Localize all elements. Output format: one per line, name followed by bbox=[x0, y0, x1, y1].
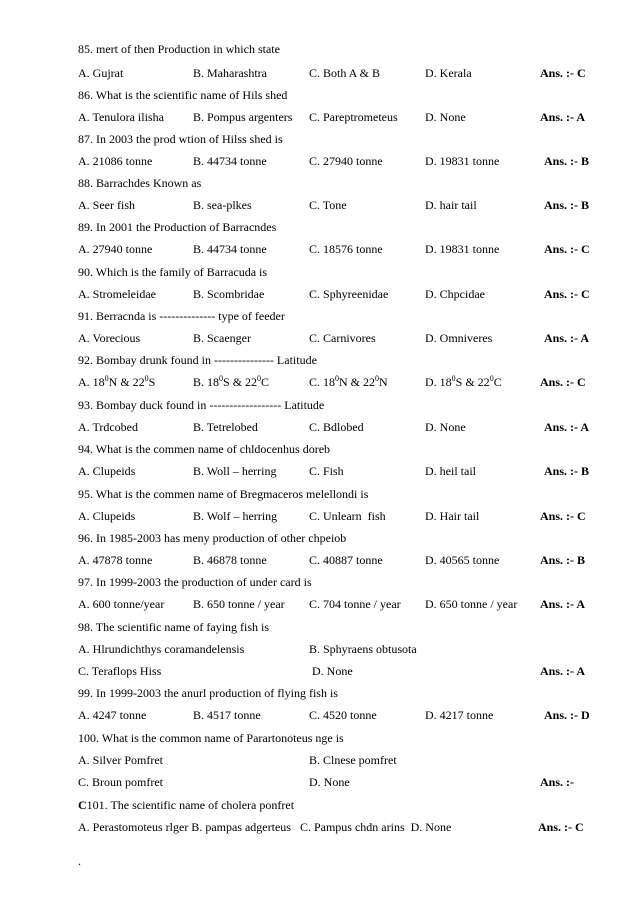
question-98: 98. The scientific name of faying fish is bbox=[78, 620, 270, 634]
option-c: C. 27940 tonne bbox=[309, 154, 383, 168]
option-a: A. Clupeids bbox=[78, 509, 136, 523]
option-d: D. heil tail bbox=[425, 464, 476, 478]
option-b: B. Scaenger bbox=[193, 331, 251, 345]
question-90: 90. Which is the family of Barracuda is bbox=[78, 265, 268, 279]
option-a: A. Clupeids bbox=[78, 464, 136, 478]
question-101: C101. The scientific name of cholera ponfret bbox=[78, 798, 295, 812]
option-d: D. Hair tail bbox=[425, 509, 480, 523]
option-a: A. $18^0N$ & $22^0S$ bbox=[78, 374, 156, 389]
answer: Ans. :- C bbox=[538, 820, 584, 834]
answer: Ans. :- bbox=[540, 775, 575, 789]
option-c: C. 18576 tonne bbox=[309, 242, 383, 256]
question-88: 88. Barrachdes Known as bbox=[78, 176, 202, 190]
option-b: B. Sphyraens obtusota bbox=[309, 642, 417, 656]
option-d: D. None bbox=[425, 420, 466, 434]
options-line: A. Perastomoteus rlger B. pampas adgerteus C. Pampus chdn arins D. None bbox=[78, 820, 452, 834]
option-b: B. Wolf – herring bbox=[193, 509, 278, 523]
answer: Ans. :- A bbox=[544, 331, 590, 345]
option-c: C. Pareptrometeus bbox=[309, 110, 398, 124]
answer: Ans. :- C bbox=[540, 509, 586, 523]
option-a: A. 21086 tonne bbox=[78, 154, 153, 168]
option-a: A. 600 tonne/year bbox=[78, 597, 165, 611]
option-d: D. 19831 tonne bbox=[425, 154, 500, 168]
answer: Ans. :- A bbox=[540, 597, 586, 611]
option-d: D. Omniveres bbox=[425, 331, 493, 345]
question-94: 94. What is the commen name of chldocenhus doreb bbox=[78, 442, 331, 456]
option-d: D. Chpcidae bbox=[425, 287, 485, 301]
question-92: 92. Bombay drunk found in --------------- Latitude bbox=[78, 353, 317, 367]
option-b: B. 46878 tonne bbox=[193, 553, 267, 567]
option-a: A. Gujrat bbox=[78, 66, 124, 80]
question-91: 91. Berracnda is -------------- type of feeder bbox=[78, 309, 285, 323]
option-c: C. 4520 tonne bbox=[309, 708, 377, 722]
option-b: B. Pompus argenters bbox=[193, 110, 293, 124]
option-c: C. Tone bbox=[309, 198, 347, 212]
option-c: C. 40887 tonne bbox=[309, 553, 383, 567]
option-b: B. $18^0S$ & $22^0C$ bbox=[193, 374, 270, 389]
option-b: B. 44734 tonne bbox=[193, 154, 267, 168]
question-85: 85. mert of then Production in which state bbox=[78, 42, 280, 56]
question-99: 99. In 1999-2003 the anurl production of flying fish is bbox=[78, 686, 338, 700]
option-d: D. 19831 tonne bbox=[425, 242, 500, 256]
answer: Ans. :- C bbox=[544, 287, 590, 301]
answer: Ans. :- B bbox=[544, 154, 590, 168]
answer: Ans. :- B bbox=[544, 464, 590, 478]
option-d: D. 4217 tonne bbox=[425, 708, 494, 722]
answer: Ans. :- D bbox=[544, 708, 590, 722]
option-a: A. 4247 tonne bbox=[78, 708, 147, 722]
option-b: B. sea-plkes bbox=[193, 198, 252, 212]
question-89: 89. In 2001 the Production of Barracndes bbox=[78, 220, 277, 234]
option-a: A. Seer fish bbox=[78, 198, 135, 212]
option-c: C. Carnivores bbox=[309, 331, 376, 345]
question-86: 86. What is the scientific name of Hils shed bbox=[78, 88, 288, 102]
option-c: C. $18^0N$ & $22^0N$ bbox=[309, 374, 388, 389]
option-c: C. Teraflops Hiss bbox=[78, 664, 162, 678]
option-d: D. hair tail bbox=[425, 198, 477, 212]
option-c: C. Both A & B bbox=[309, 66, 381, 80]
option-d: D. None bbox=[309, 775, 350, 789]
question-87: 87. In 2003 the prod wtion of Hilss shed is bbox=[78, 132, 283, 146]
option-d: D. $18^0S$ & $22^0C$ bbox=[425, 374, 502, 389]
answer: Ans. :- B bbox=[540, 553, 586, 567]
option-a: A. Stromeleidae bbox=[78, 287, 156, 301]
option-b: B. Clnese pomfret bbox=[309, 753, 397, 767]
option-d: D. Kerala bbox=[425, 66, 472, 80]
footer-dot: . bbox=[78, 854, 81, 868]
question-93: 93. Bombay duck found in ------------------ Latitude bbox=[78, 398, 325, 412]
answer: Ans. :- C bbox=[540, 66, 586, 80]
answer: Ans. :- A bbox=[540, 664, 586, 678]
answer: Ans. :- C bbox=[544, 242, 590, 256]
option-c: C. 704 tonne / year bbox=[309, 597, 401, 611]
option-d: D. 650 tonne / year bbox=[425, 597, 518, 611]
question-96: 96. In 1985-2003 has meny production of other chpeiob bbox=[78, 531, 347, 545]
option-a: A. Vorecious bbox=[78, 331, 141, 345]
option-b: B. 44734 tonne bbox=[193, 242, 267, 256]
option-b: B. Tetrelobed bbox=[193, 420, 258, 434]
option-d: D. None bbox=[425, 110, 466, 124]
option-a: A. 47878 tonne bbox=[78, 553, 153, 567]
option-a: A. Hlrundichthys coramandelensis bbox=[78, 642, 245, 656]
option-c: C. Fish bbox=[309, 464, 344, 478]
question-100: 100. What is the common name of Parartonoteus nge is bbox=[78, 731, 344, 745]
answer: Ans. :- B bbox=[544, 198, 590, 212]
option-d: D. None bbox=[309, 664, 353, 678]
question-95: 95. What is the commen name of Bregmaceros melellondi is bbox=[78, 487, 369, 501]
question-97: 97. In 1999-2003 the production of under card is bbox=[78, 575, 312, 589]
option-a: A. 27940 tonne bbox=[78, 242, 153, 256]
option-b: B. Scombridae bbox=[193, 287, 265, 301]
answer: Ans. :- C bbox=[540, 375, 586, 389]
option-c: C. Sphyreenidae bbox=[309, 287, 389, 301]
option-b: B. 4517 tonne bbox=[193, 708, 261, 722]
option-c: C. Broun pomfret bbox=[78, 775, 163, 789]
answer: Ans. :- A bbox=[544, 420, 590, 434]
option-c: C. Bdlobed bbox=[309, 420, 364, 434]
option-b: B. Maharashtra bbox=[193, 66, 267, 80]
option-d: D. 40565 tonne bbox=[425, 553, 500, 567]
option-b: B. Woll – herring bbox=[193, 464, 277, 478]
option-b: B. 650 tonne / year bbox=[193, 597, 285, 611]
option-a: A. Silver Pomfret bbox=[78, 753, 163, 767]
option-c: C. Unlearn fish bbox=[309, 509, 386, 523]
option-a: A. Trdcobed bbox=[78, 420, 139, 434]
option-a: A. Tenulora ilisha bbox=[78, 110, 164, 124]
answer: Ans. :- A bbox=[540, 110, 586, 124]
